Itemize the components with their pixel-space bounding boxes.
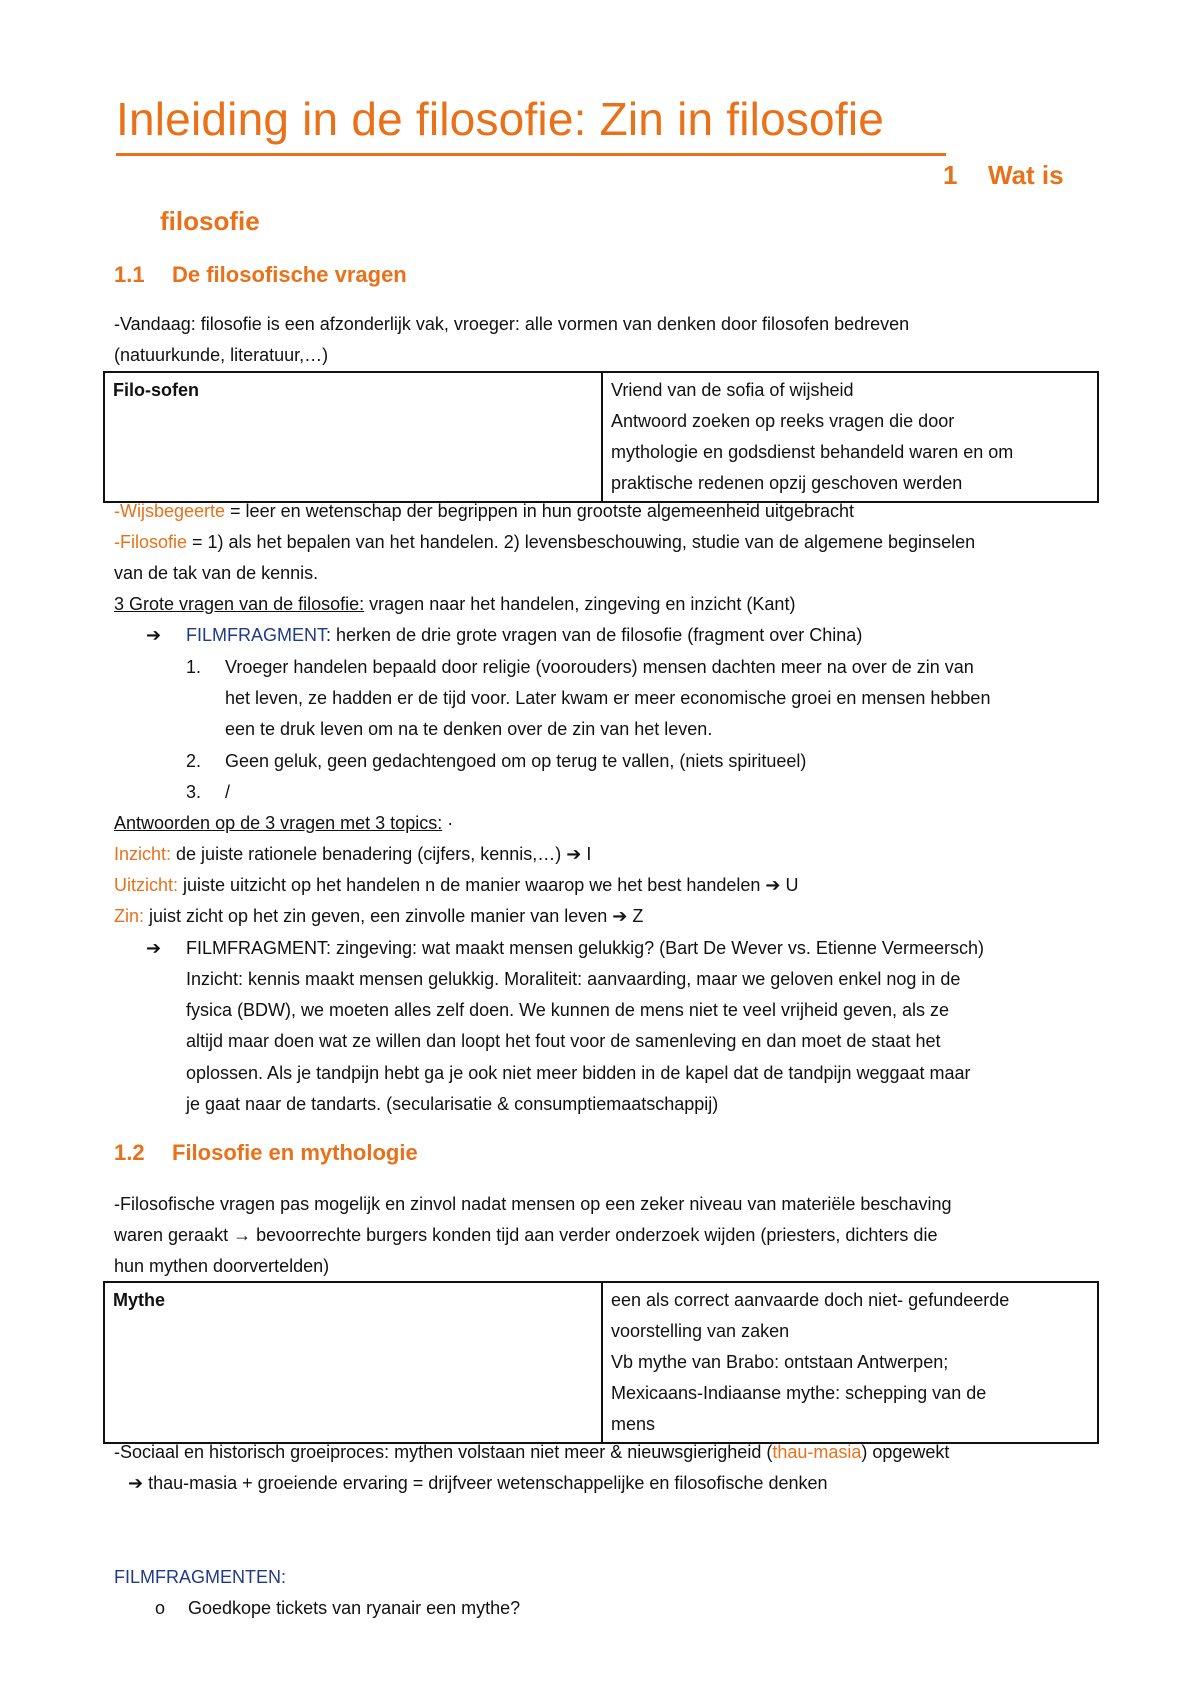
grote-vragen-title: 3 Grote vragen van de filosofie: [114,594,365,614]
grote-vragen-text: vragen naar het handelen, zingeving en inzicht (Kant) [364,594,796,614]
sociaal-text: -Sociaal en historisch groeiproces: mythen volstaan niet meer & nieuwsgierigheid ( [114,1442,773,1462]
list-item-line: een te druk leven om na te denken over de zin van het leven. [225,719,713,739]
document-title: Inleiding in de filosofie: Zin in filosofie [116,93,885,145]
filosofie-line-cont: van de tak van de kennis. [114,563,319,583]
intro-text: waren geraakt [114,1225,234,1245]
list-item-line: Geen geluk, geen gedachtengoed om op terug te vallen, (niets spiritueel) [225,751,807,771]
table-definition [602,1282,1098,1443]
antwoorden-title: Antwoorden op de 3 vragen met 3 topics: [114,813,443,833]
uitzicht-term: Uitzicht: [114,875,179,895]
table-def-line: mens [611,1414,656,1434]
list-item-line: het leven, ze hadden er de tijd voor. Later kwam er meer economische groei en mensen hebben [225,688,991,708]
thin-arrow-icon: → [233,1225,252,1245]
filmfragment-2-cont: Inzicht: kennis maakt mensen gelukkig. Moraliteit: aanvaarding, maar we geloven enkel nog in de [186,969,961,989]
filmfragmenten-title: FILMFRAGMENTEN: [114,1567,287,1587]
filmfragment-2-cont: fysica (BDW), we moeten alles zelf doen. We kunnen de mens niet te veel vrijheid geven, als ze [186,1000,950,1020]
heading-1-text-b: filosofie [160,206,260,236]
filmfragment-line [146,624,862,646]
filosofie-def: = 1) als het bepalen van het handelen. 2) levensbeschouwing, studie van de algemene beginselen [187,532,976,552]
thau-masia-line [128,1472,828,1494]
zin-text: juist zicht op het zin geven, een zinvolle manier van leven [144,906,613,926]
heading-1-2-text: Filosofie en mythologie [172,1140,418,1165]
heading-1-text-a: Wat is [988,160,1064,190]
table-term: Filo-sofen [104,372,602,502]
heading-1-2 [114,1140,418,1166]
table-def-line: voorstelling van zaken [611,1321,790,1341]
sociaal-text: ) opgewekt [861,1442,950,1462]
list-item-line: / [225,782,231,802]
intro-line: (natuurkunde, literatuur,…) [114,345,329,365]
sociaal-line [114,1441,949,1463]
uitzicht-letter: U [780,875,799,895]
film-list-item: Goedkope tickets van ryanair een mythe? [188,1598,521,1618]
thau-masia-text: thau-masia + groeiende ervaring = drijfveer wetenschappelijke en filosofische denken [143,1473,828,1493]
inzicht-letter: I [581,844,592,864]
heading-1-1 [114,262,407,288]
table-def-line: praktische redenen opzij geschoven werden [611,473,963,493]
heading-1-2-number: 1.2 [114,1140,145,1165]
zin-line [114,905,643,927]
definition-table-mythe [103,1281,1099,1444]
intro-line: -Vandaag: filosofie is een afzonderlijk vak, vroeger: alle vormen van denken door filosofen bedreven [114,314,910,334]
definition-table-filosofen [103,371,1099,503]
list-number: 1. [186,657,202,677]
filosofie-line [114,531,975,553]
uitzicht-text: juiste uitzicht op het handelen n de manier waarop we het best handelen [178,875,766,895]
table-term: Mythe [104,1282,602,1443]
filosofie-term: -Filosofie [114,532,188,552]
heading-1-number: 1 [943,160,958,190]
intro-line [114,1224,937,1246]
uitzicht-line [114,874,799,896]
antwoorden-line [114,812,453,834]
bullet-icon: o [155,1598,166,1618]
filmfragment-2-cont: je gaat naar de tandarts. (secularisatie & consumptiemaatschappij) [186,1094,719,1114]
thau-masia-term: thau-masia [772,1442,862,1462]
arrow-icon: ➔ [128,1473,144,1493]
arrow-icon: ➔ [765,875,781,895]
wijsbegeerte-def: = leer en wetenschap der begrippen in hun grootste algemeenheid uitgebracht [225,501,854,521]
filmfragment-2-cont: oplossen. Als je tandpijn hebt ga je ook niet meer bidden in de kapel dat de tandpijn weggaat maar [186,1063,971,1083]
arrow-icon: ➔ [566,844,582,864]
table-def-line: mythologie en godsdienst behandeld waren en om [611,442,1014,462]
inzicht-term: Inzicht: [114,844,172,864]
table-def-line: Vriend van de sofia of wijsheid [611,380,854,400]
filmfragment-2-cont: altijd maar doen wat ze willen dan loopt het fout voor de samenleving en dan moet de staat het [186,1031,941,1051]
zin-letter: Z [627,906,644,926]
filmfragment-text: : herken de drie grote vragen van de filosofie (fragment over China) [326,625,863,645]
heading-1-1-text: De filosofische vragen [172,262,407,287]
intro-line: -Filosofische vragen pas mogelijk en zinvol nadat mensen op een zeker niveau van materiële beschaving [114,1194,952,1214]
filmfragment-2-text: FILMFRAGMENT: zingeving: wat maakt mensen gelukkig? (Bart De Wever vs. Etienne Vermeersch) [186,938,984,958]
table-def-line: een als correct aanvaarde doch niet- gefundeerde [611,1290,1010,1310]
wijsbegeerte-line [114,500,854,522]
intro-text: bevoorrechte burgers konden tijd aan verder onderzoek wijden (priesters, dichters die [251,1225,938,1245]
table-definition [602,372,1098,502]
antwoorden-rest: · [442,813,454,833]
wijsbegeerte-term: -Wijsbegeerte [114,501,226,521]
table-def-line: Mexicaans-Indiaanse mythe: schepping van de [611,1383,987,1403]
intro-line: hun mythen doorvertelden) [114,1256,330,1276]
list-number: 2. [186,751,202,771]
zin-term: Zin: [114,906,145,926]
list-number: 3. [186,782,202,802]
table-def-line: Antwoord zoeken op reeks vragen die door [611,411,955,431]
grote-vragen-line [114,593,795,615]
filmfragment-label: FILMFRAGMENT [186,625,327,645]
table-def-line: Vb mythe van Brabo: ontstaan Antwerpen; [611,1352,949,1372]
arrow-icon: ➔ [146,625,162,645]
inzicht-line [114,843,591,865]
inzicht-text: de juiste rationele benadering (cijfers, kennis,…) [171,844,567,864]
title-underline [116,153,946,156]
arrow-icon: ➔ [612,906,628,926]
filmfragment-2-line [146,937,984,959]
arrow-icon: ➔ [146,938,162,958]
heading-1-1-number: 1.1 [114,262,145,287]
list-item-line: Vroeger handelen bepaald door religie (voorouders) mensen dachten meer na over de zin van [225,657,974,677]
